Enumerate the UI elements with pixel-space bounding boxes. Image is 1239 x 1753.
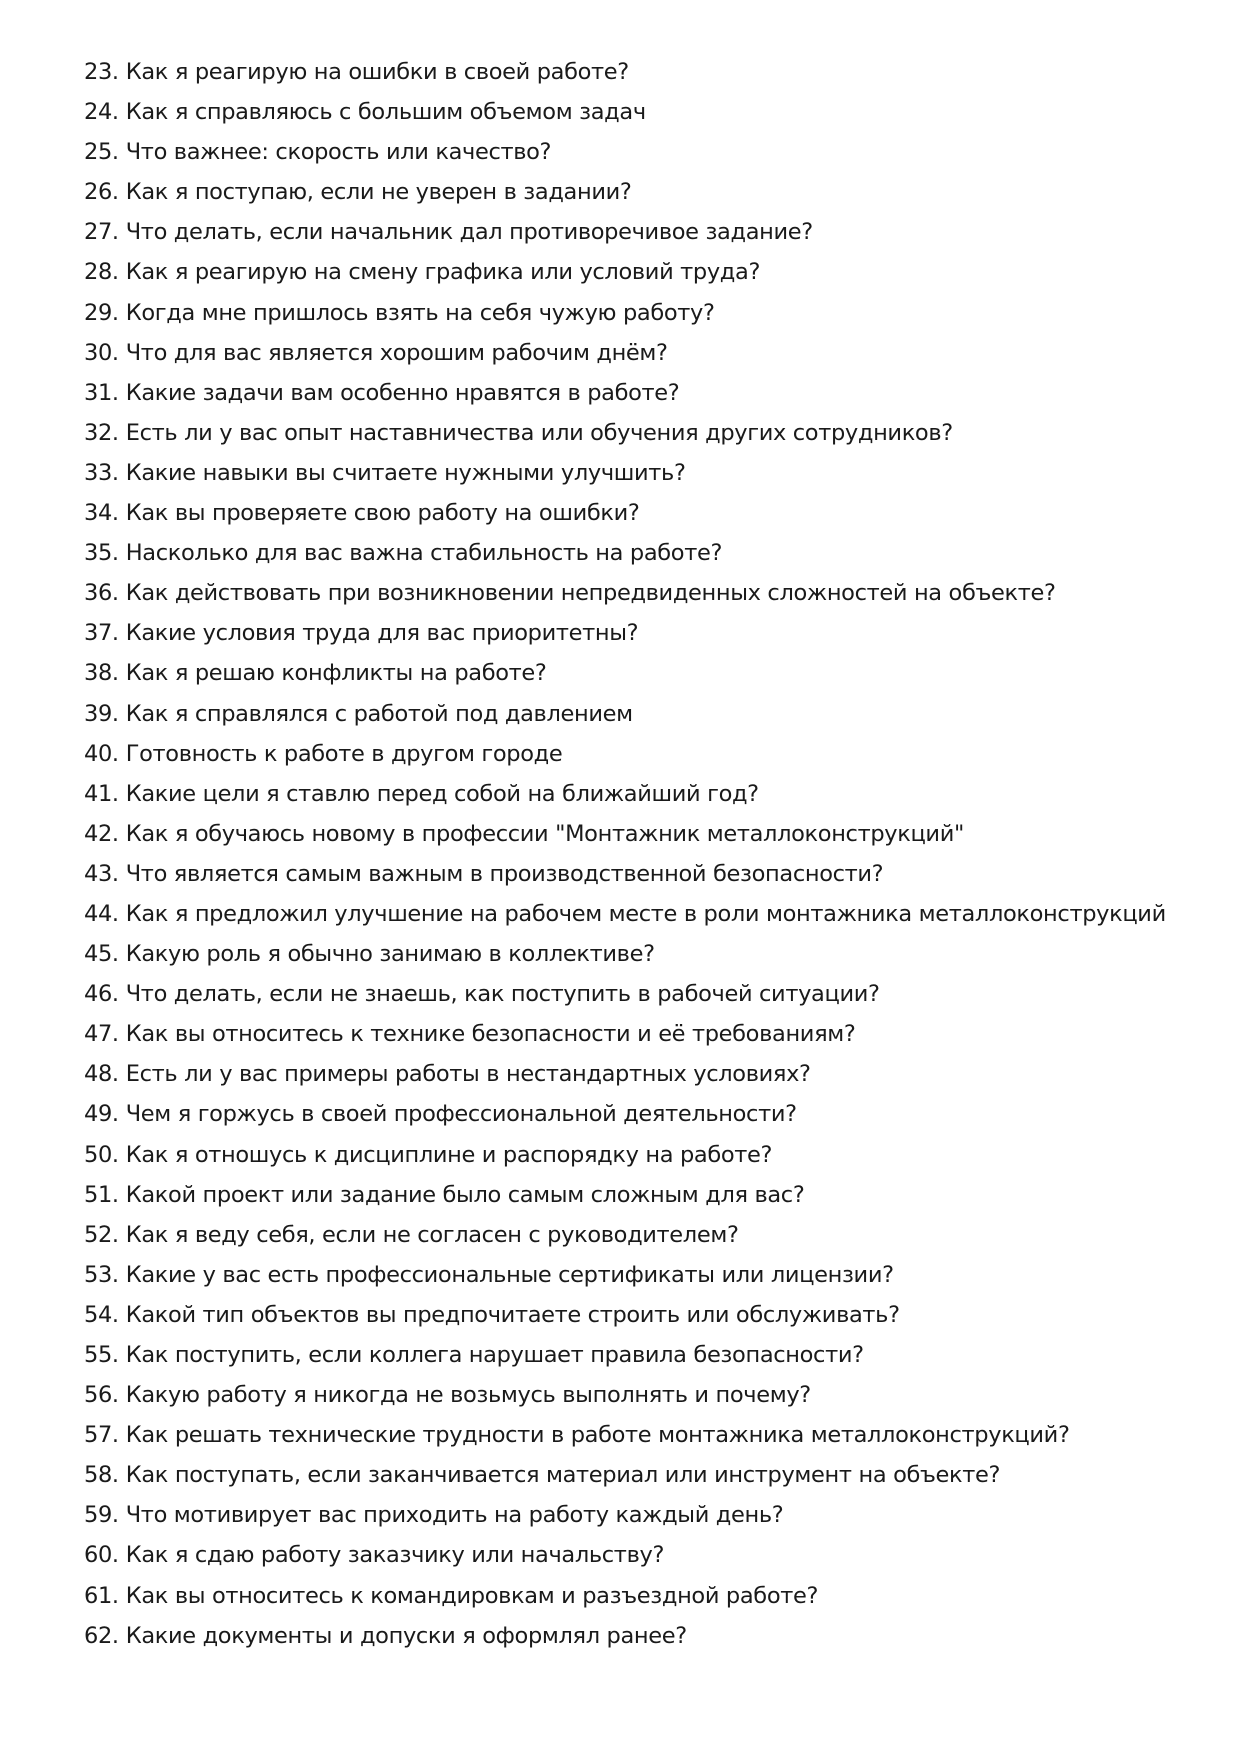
question-text: Какие навыки вы считаете нужными улучшить? <box>125 459 686 486</box>
question-number: 32. <box>84 419 119 446</box>
question-item <box>84 1302 1214 1342</box>
question-item <box>84 219 1214 259</box>
question-text: Как решать технические трудности в работе монтажника металлоконструкций? <box>125 1422 1070 1449</box>
question-item <box>84 1142 1214 1182</box>
question-text: Какие задачи вам особенно нравятся в работе? <box>125 379 680 406</box>
question-number: 53. <box>84 1261 119 1288</box>
question-number: 31. <box>84 379 119 406</box>
question-item <box>84 1502 1214 1542</box>
question-item <box>84 1382 1214 1422</box>
question-number: 51. <box>84 1181 119 1208</box>
question-item <box>84 821 1214 861</box>
question-text: Как я справлялся с работой под давлением <box>125 700 633 727</box>
question-text: Чем я горжусь в своей профессиональной деятельности? <box>125 1101 797 1128</box>
question-number: 57. <box>84 1422 119 1449</box>
question-item <box>84 300 1214 340</box>
question-number: 24. <box>84 99 119 126</box>
question-item <box>84 901 1214 941</box>
question-text: Что делать, если не знаешь, как поступить в рабочей ситуации? <box>125 981 880 1008</box>
question-item <box>84 99 1214 139</box>
question-text: Как я поступаю, если не уверен в задании? <box>125 179 632 206</box>
question-item <box>84 660 1214 700</box>
question-text: Какую работу я никогда не возьмусь выполнять и почему? <box>125 1382 811 1409</box>
question-text: Как я справляюсь с большим объемом задач <box>125 99 646 126</box>
question-text: Как я предложил улучшение на рабочем месте в роли монтажника металлоконструкций <box>125 900 1166 927</box>
question-text: Как поступить, если коллега нарушает правила безопасности? <box>125 1342 864 1368</box>
question-text: Насколько для вас важна стабильность на работе? <box>125 540 723 567</box>
question-item <box>84 420 1214 460</box>
question-number: 45. <box>84 941 119 968</box>
question-item <box>84 1422 1214 1462</box>
question-text: Какие документы и допуски я оформлял ранее? <box>125 1622 687 1649</box>
question-number: 41. <box>84 780 119 807</box>
question-text: Когда мне пришлось взять на себя чужую работу? <box>125 299 715 326</box>
question-number: 61. <box>84 1582 119 1609</box>
question-number: 34. <box>84 500 119 527</box>
question-text: Как я отношусь к дисциплине и распорядку на работе? <box>125 1141 773 1168</box>
question-text: Что важнее: скорость или качество? <box>125 139 552 166</box>
question-list <box>84 59 1214 1663</box>
question-number: 33. <box>84 459 119 486</box>
question-item <box>84 179 1214 219</box>
question-item <box>84 59 1214 99</box>
question-number: 30. <box>84 339 119 366</box>
question-text: Как я веду себя, если не согласен с руководителем? <box>125 1221 739 1248</box>
question-number: 43. <box>84 860 119 887</box>
question-text: Что является самым важным в производственной безопасности? <box>125 860 884 887</box>
question-number: 36. <box>84 580 119 607</box>
question-number: 28. <box>84 259 119 286</box>
question-text: Как поступать, если заканчивается материал или инструмент на объекте? <box>125 1462 1001 1489</box>
question-item <box>84 380 1214 420</box>
question-number: 62. <box>84 1622 119 1649</box>
question-number: 37. <box>84 620 119 647</box>
question-item <box>84 701 1214 741</box>
question-number: 47. <box>84 1021 119 1048</box>
question-number: 55. <box>84 1342 119 1368</box>
question-item <box>84 1222 1214 1262</box>
question-item <box>84 340 1214 380</box>
question-item <box>84 1342 1214 1382</box>
question-item <box>84 1542 1214 1582</box>
question-text: Какие цели я ставлю перед собой на ближайший год? <box>125 780 759 807</box>
question-number: 49. <box>84 1101 119 1128</box>
question-number: 58. <box>84 1462 119 1489</box>
question-number: 23. <box>84 59 119 85</box>
question-text: Как я реагирую на ошибки в своей работе? <box>125 59 629 85</box>
question-number: 52. <box>84 1221 119 1248</box>
question-item <box>84 1583 1214 1623</box>
question-item <box>84 620 1214 660</box>
question-number: 50. <box>84 1141 119 1168</box>
question-number: 44. <box>84 900 119 927</box>
question-item <box>84 1623 1214 1663</box>
question-item <box>84 259 1214 299</box>
question-item <box>84 500 1214 540</box>
question-text: Как действовать при возникновении непредвиденных сложностей на объекте? <box>125 580 1056 607</box>
question-number: 40. <box>84 740 119 767</box>
question-text: Какие у вас есть профессиональные сертификаты или лицензии? <box>125 1261 894 1288</box>
question-item <box>84 861 1214 901</box>
question-text: Как я решаю конфликты на работе? <box>125 660 547 687</box>
question-item <box>84 1262 1214 1302</box>
question-text: Какой проект или задание было самым сложным для вас? <box>125 1181 805 1208</box>
question-text: Как я обучаюсь новому в профессии "Монтажник металлоконструкций" <box>125 820 964 847</box>
question-item <box>84 540 1214 580</box>
question-text: Как я реагирую на смену графика или условий труда? <box>125 259 761 286</box>
question-text: Готовность к работе в другом городе <box>125 740 563 767</box>
question-text: Как я сдаю работу заказчику или начальству? <box>125 1542 665 1569</box>
question-item <box>84 1101 1214 1141</box>
question-text: Какую роль я обычно занимаю в коллективе? <box>125 941 655 968</box>
question-number: 59. <box>84 1502 119 1529</box>
question-number: 60. <box>84 1542 119 1569</box>
question-number: 26. <box>84 179 119 206</box>
question-text: Как вы относитесь к командировкам и разъездной работе? <box>125 1582 819 1609</box>
question-item <box>84 1182 1214 1222</box>
question-number: 54. <box>84 1301 119 1328</box>
question-number: 48. <box>84 1061 119 1088</box>
question-text: Что для вас является хорошим рабочим днём? <box>125 339 668 366</box>
question-item <box>84 1021 1214 1061</box>
question-text: Как вы относитесь к технике безопасности и её требованиям? <box>125 1021 856 1048</box>
question-number: 25. <box>84 139 119 166</box>
question-text: Какой тип объектов вы предпочитаете строить или обслуживать? <box>125 1301 900 1328</box>
question-item <box>84 139 1214 179</box>
question-item <box>84 1462 1214 1502</box>
question-item <box>84 580 1214 620</box>
question-text: Какие условия труда для вас приоритетны? <box>125 620 639 647</box>
question-number: 27. <box>84 219 119 246</box>
question-number: 46. <box>84 981 119 1008</box>
question-item <box>84 781 1214 821</box>
question-text: Что мотивирует вас приходить на работу каждый день? <box>125 1502 784 1529</box>
question-text: Что делать, если начальник дал противоречивое задание? <box>125 219 813 246</box>
question-number: 39. <box>84 700 119 727</box>
question-item <box>84 741 1214 781</box>
question-item <box>84 1061 1214 1101</box>
question-number: 42. <box>84 820 119 847</box>
question-number: 56. <box>84 1382 119 1409</box>
question-number: 35. <box>84 540 119 567</box>
question-text: Как вы проверяете свою работу на ошибки? <box>125 500 640 527</box>
question-item <box>84 941 1214 981</box>
question-item <box>84 981 1214 1021</box>
question-number: 38. <box>84 660 119 687</box>
question-number: 29. <box>84 299 119 326</box>
question-text: Есть ли у вас опыт наставничества или обучения других сотрудников? <box>125 419 953 446</box>
question-text: Есть ли у вас примеры работы в нестандартных условиях? <box>125 1061 811 1088</box>
question-item <box>84 460 1214 500</box>
